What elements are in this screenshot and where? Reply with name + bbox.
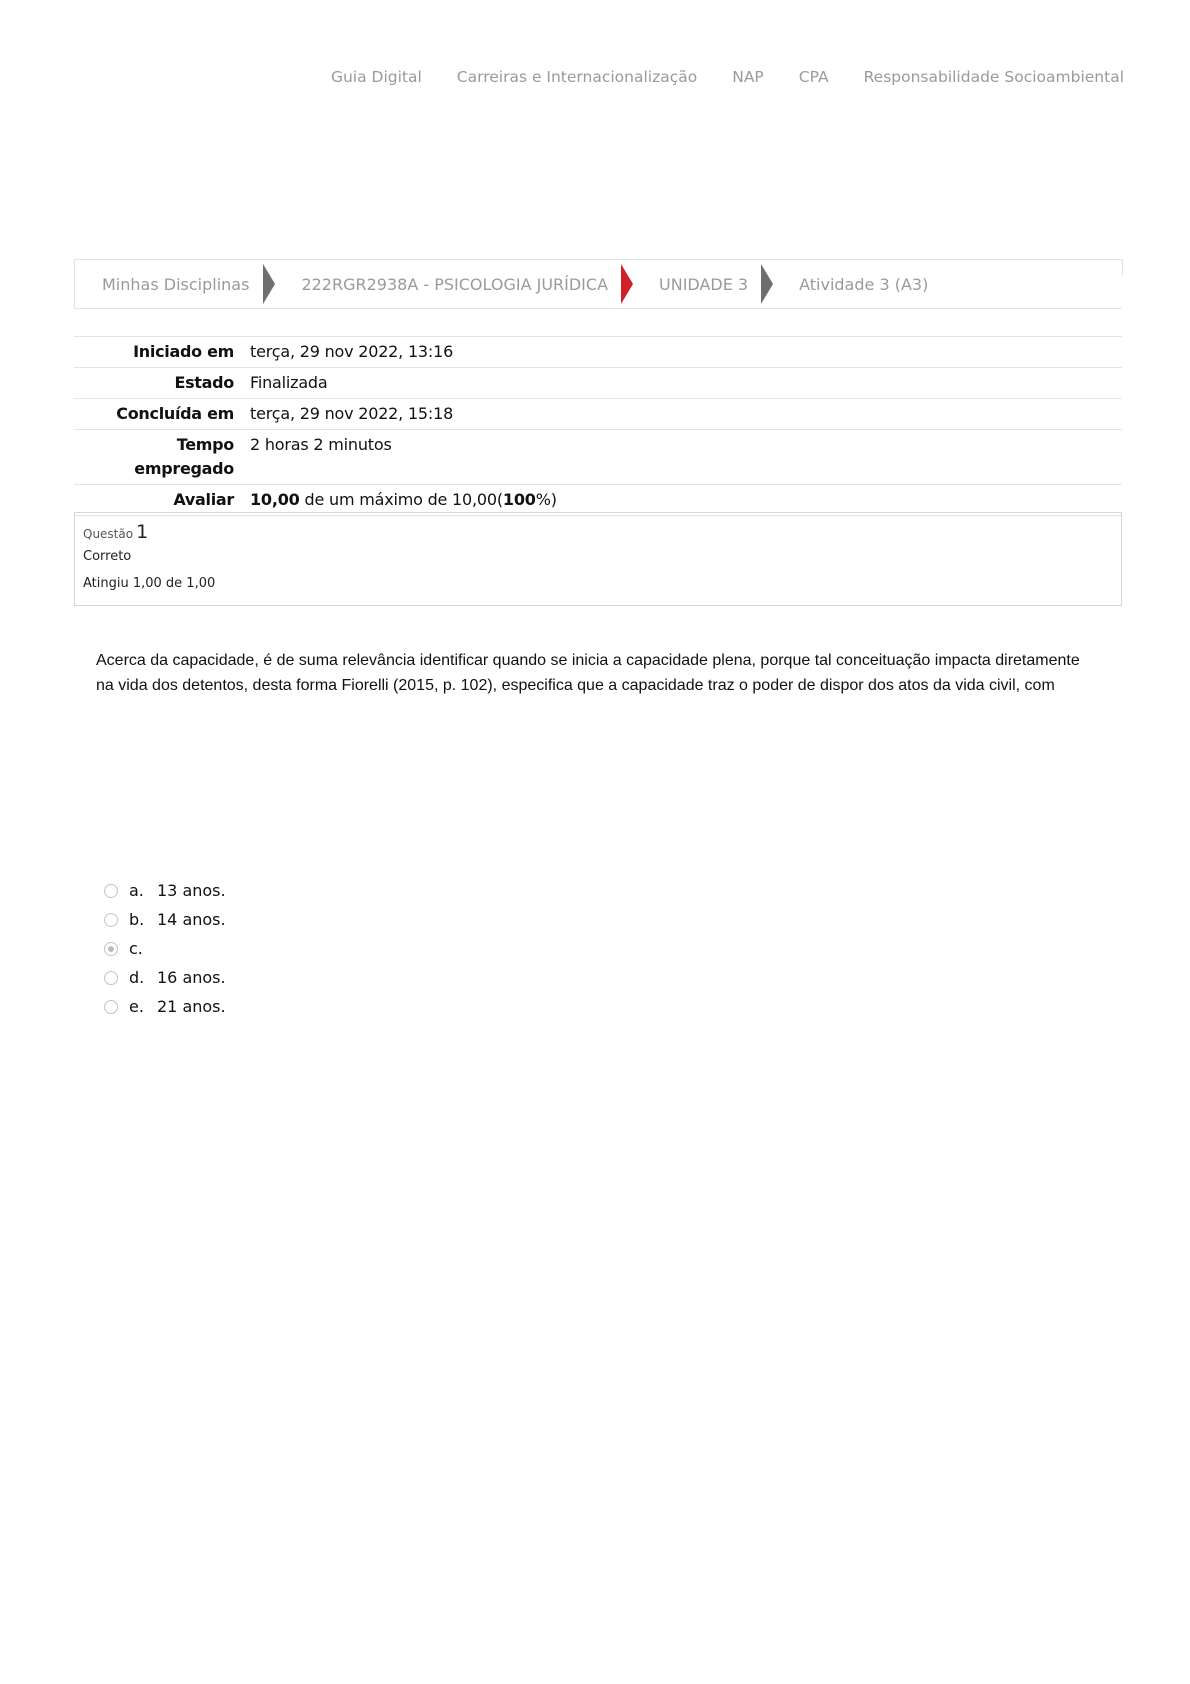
breadcrumb-unit[interactable]: UNIDADE 3 <box>659 274 749 294</box>
question-prefix: Questão <box>83 527 134 541</box>
option-letter: e. <box>129 997 144 1016</box>
answer-option[interactable] <box>104 934 226 963</box>
breadcrumb-minhas-disciplinas[interactable]: Minhas Disciplinas <box>102 274 250 294</box>
summary-value: 2 horas 2 minutos <box>250 435 392 454</box>
summary-row <box>74 399 1122 430</box>
summary-label: Estado <box>174 373 234 392</box>
summary-label: Iniciado em <box>133 342 234 361</box>
grade-percent: 100 <box>502 490 536 509</box>
option-letter: d. <box>129 968 145 987</box>
radio-button-selected[interactable] <box>104 942 118 956</box>
answer-option[interactable] <box>104 963 226 992</box>
breadcrumb-separator-active-icon <box>621 264 633 304</box>
option-text: 14 anos. <box>157 910 226 929</box>
breadcrumb-activity[interactable]: Atividade 3 (A3) <box>799 274 929 294</box>
summary-value: terça, 29 nov 2022, 13:16 <box>250 342 454 361</box>
question-number-value: 1 <box>136 521 149 543</box>
breadcrumb-separator-icon <box>263 264 275 304</box>
summary-row <box>74 430 1122 485</box>
summary-label: Concluída em <box>116 404 234 423</box>
summary-label: Avaliar <box>173 490 234 509</box>
option-letter: a. <box>129 881 144 900</box>
option-text: 16 anos. <box>157 968 226 987</box>
summary-grade-value <box>234 485 1122 516</box>
breadcrumb-separator-icon <box>761 264 773 304</box>
summary-row-grade <box>74 485 1122 516</box>
breadcrumb-course[interactable]: 222RGR2938A - PSICOLOGIA JURÍDICA <box>301 274 609 294</box>
radio-button[interactable] <box>104 884 118 898</box>
summary-value: Finalizada <box>250 373 328 392</box>
summary-row <box>74 337 1122 368</box>
option-text: 13 anos. <box>157 881 226 900</box>
nav-responsabilidade[interactable]: Responsabilidade Socioambiental <box>863 68 1124 86</box>
top-navigation <box>296 68 1124 86</box>
grade-score: 10,00 <box>250 490 300 509</box>
nav-guia-digital[interactable]: Guia Digital <box>330 68 422 86</box>
summary-row <box>74 368 1122 399</box>
answer-option[interactable] <box>104 992 226 1021</box>
summary-label: Tempo empregado <box>134 435 234 478</box>
answer-options <box>104 876 226 1021</box>
radio-button[interactable] <box>104 971 118 985</box>
breadcrumb <box>74 259 1122 309</box>
grade-middle: de um máximo de 10,00( <box>299 490 503 509</box>
radio-button[interactable] <box>104 1000 118 1014</box>
radio-button[interactable] <box>104 913 118 927</box>
question-grade: Atingiu 1,00 de 1,00 <box>83 576 216 591</box>
option-text: 21 anos. <box>157 997 226 1016</box>
question-text: Acerca da capacidade, é de suma relevância identificar quando se inicia a capacidade plena, porque tal conceituação impacta diretamente na vida dos detentos, desta forma Fiorelli (2015, p. 102), especifica que a capacidade traz o poder de dispor dos atos da vida civil, com <box>96 652 1080 694</box>
option-letter: b. <box>129 910 145 929</box>
nav-cpa[interactable]: CPA <box>798 68 829 86</box>
answer-option[interactable] <box>104 876 226 905</box>
question-number <box>83 521 1113 543</box>
attempt-summary-table <box>74 336 1122 516</box>
summary-value: terça, 29 nov 2022, 15:18 <box>250 404 454 423</box>
question-info-box <box>74 512 1122 606</box>
question-state: Correto <box>83 549 132 564</box>
nav-carreiras[interactable]: Carreiras e Internacionalização <box>456 68 698 86</box>
grade-end: %) <box>535 490 557 509</box>
nav-nap[interactable]: NAP <box>732 68 764 86</box>
answer-option[interactable] <box>104 905 226 934</box>
option-letter: c. <box>129 939 143 958</box>
